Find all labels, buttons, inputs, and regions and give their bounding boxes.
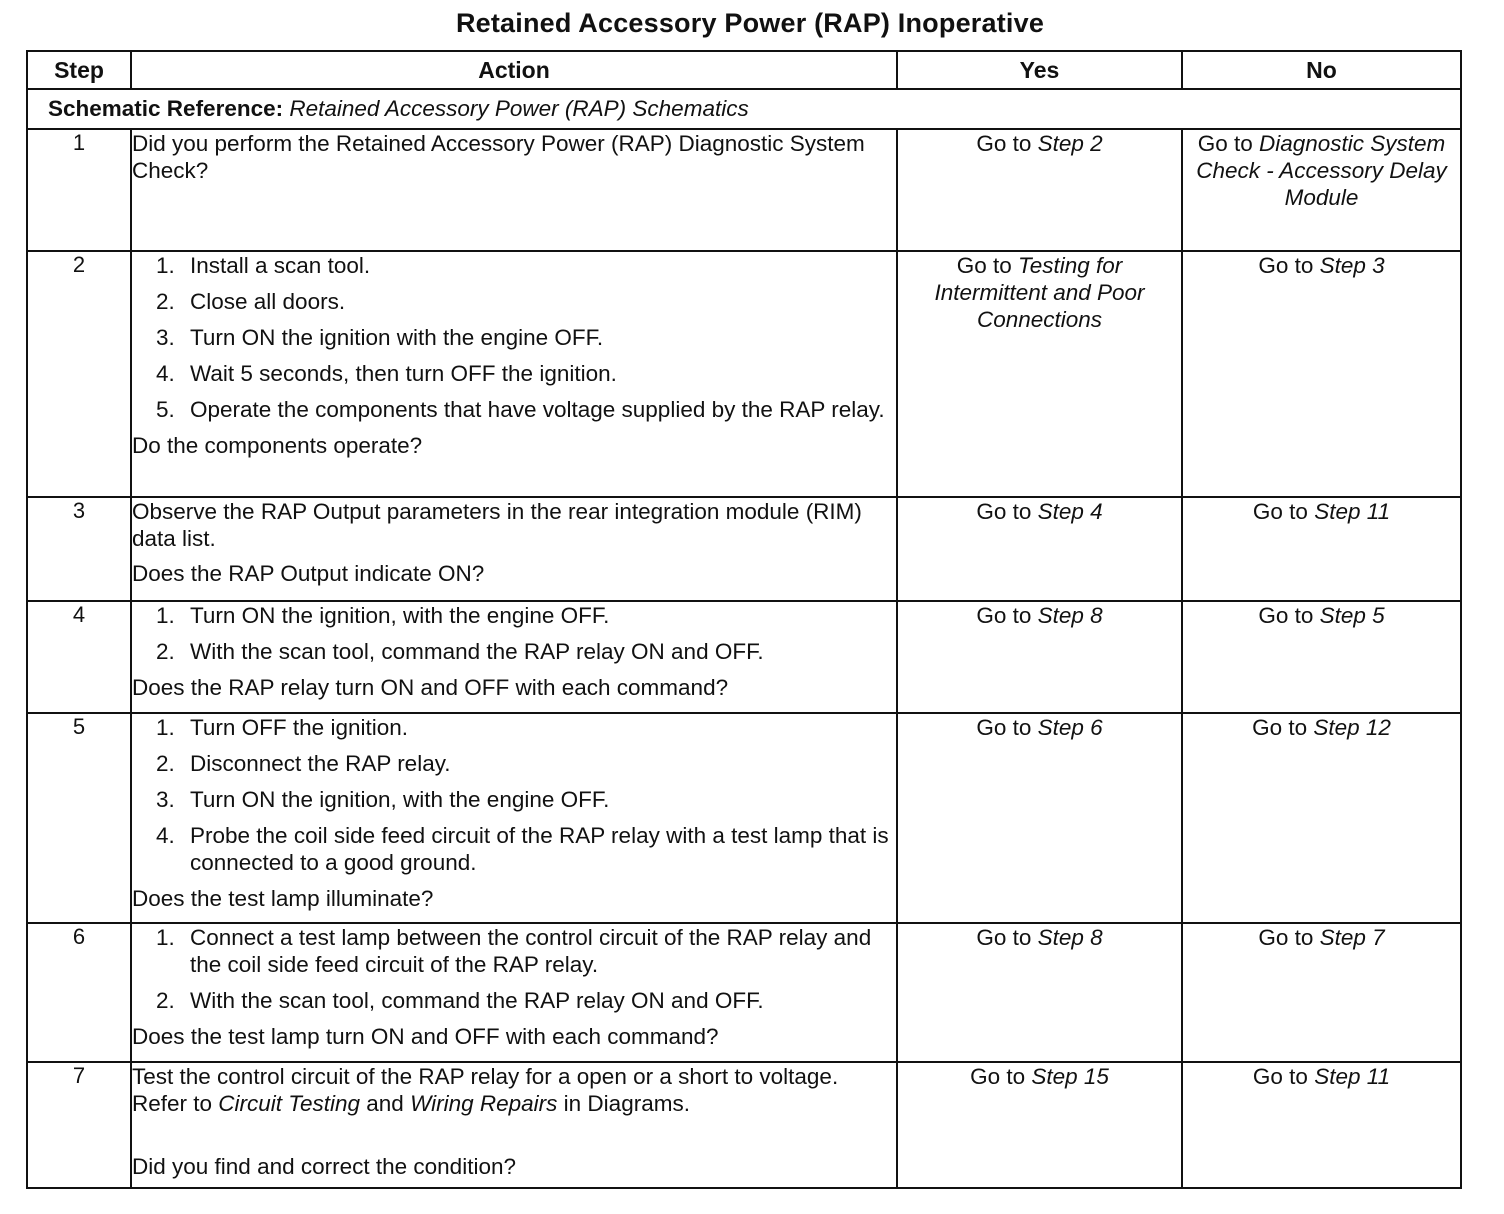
substep-list — [132, 252, 896, 423]
go-to-label: Go to — [1258, 925, 1314, 950]
substep-list — [132, 924, 896, 1014]
yes-cell — [897, 129, 1182, 251]
schematic-reference-link[interactable]: Retained Accessory Power (RAP) Schematics — [289, 96, 749, 121]
go-to-label: Go to — [976, 715, 1032, 740]
action-question: Does the test lamp turn ON and OFF with each command? — [132, 1024, 719, 1049]
action-cell — [131, 251, 897, 497]
table-row — [27, 1062, 1461, 1188]
no-cell — [1182, 713, 1461, 923]
action-question: Does the RAP relay turn ON and OFF with each command? — [132, 675, 729, 700]
step-number: 6 — [27, 923, 131, 1062]
no-cell — [1182, 1062, 1461, 1188]
action-cell — [131, 923, 897, 1062]
table-row — [27, 923, 1461, 1062]
substep-list — [132, 714, 896, 876]
yes-target-link[interactable]: Testing for Intermittent and Poor Connections — [934, 253, 1145, 332]
list-item: 2. With the scan tool, command the RAP relay ON and OFF. — [156, 988, 764, 1013]
list-item: 2. Disconnect the RAP relay. — [156, 751, 451, 776]
yes-cell — [897, 601, 1182, 713]
go-to-label: Go to — [1258, 253, 1314, 278]
step-number: 1 — [27, 129, 131, 251]
list-item: 4. Wait 5 seconds, then turn OFF the ignition. — [156, 361, 617, 386]
step-number: 7 — [27, 1062, 131, 1188]
go-to-label: Go to — [976, 499, 1032, 524]
action-cell — [131, 497, 897, 601]
list-item: 3. Turn ON the ignition with the engine OFF. — [156, 325, 604, 350]
wiring-repairs-link[interactable]: Wiring Repairs — [410, 1091, 558, 1116]
go-to-label: Go to — [1252, 715, 1308, 740]
no-cell — [1182, 601, 1461, 713]
header-no: No — [1182, 51, 1461, 89]
schematic-reference-row — [27, 89, 1461, 129]
action-text: Did you perform the Retained Accessory Power (RAP) Diagnostic System Check? — [132, 131, 865, 183]
no-cell — [1182, 923, 1461, 1062]
action-question: Does the RAP Output indicate ON? — [132, 561, 485, 586]
step-number: 4 — [27, 601, 131, 713]
diagnostic-table — [26, 50, 1462, 1189]
document-title: Retained Accessory Power (RAP) Inoperative — [455, 8, 1045, 38]
go-to-label: Go to — [1197, 131, 1253, 156]
list-item: 3. Turn ON the ignition, with the engine OFF. — [156, 787, 610, 812]
action-cell — [131, 129, 897, 251]
action-cell — [131, 601, 897, 713]
yes-cell — [897, 923, 1182, 1062]
schematic-reference — [27, 89, 1461, 129]
table-row — [27, 601, 1461, 713]
no-target-link[interactable]: Step 3 — [1319, 253, 1385, 278]
yes-target-link[interactable]: Step 15 — [1031, 1064, 1109, 1089]
table-row — [27, 713, 1461, 923]
no-target-link[interactable]: Step 11 — [1314, 1064, 1391, 1089]
circuit-testing-link[interactable]: Circuit Testing — [218, 1091, 361, 1116]
go-to-label: Go to — [1252, 499, 1308, 524]
no-target-link[interactable]: Step 5 — [1319, 603, 1385, 628]
yes-cell — [897, 251, 1182, 497]
step-number: 3 — [27, 497, 131, 601]
yes-target-link[interactable]: Step 6 — [1037, 715, 1103, 740]
header-step: Step — [27, 51, 131, 89]
list-item: 1. Turn OFF the ignition. — [156, 715, 409, 740]
go-to-label: Go to — [970, 1064, 1026, 1089]
no-cell — [1182, 251, 1461, 497]
yes-cell — [897, 497, 1182, 601]
action-question: Does the test lamp illuminate? — [132, 886, 434, 911]
list-item: 1. Install a scan tool. — [156, 253, 371, 278]
action-question: Do the components operate? — [132, 433, 423, 458]
yes-cell — [897, 1062, 1182, 1188]
table-header-row — [27, 51, 1461, 89]
no-target-link[interactable]: Step 11 — [1314, 499, 1391, 524]
list-item: 1. Connect a test lamp between the control circuit of the RAP relay and the coil side feed circuit of the RAP relay. — [156, 925, 872, 977]
go-to-label: Go to — [976, 131, 1032, 156]
no-cell — [1182, 497, 1461, 601]
yes-target-link[interactable]: Step 2 — [1037, 131, 1103, 156]
schematic-reference-label: Schematic Reference: — [48, 96, 284, 121]
yes-target-link[interactable]: Step 4 — [1037, 499, 1103, 524]
action-question: Did you find and correct the condition? — [132, 1154, 516, 1179]
substep-list — [132, 602, 896, 665]
list-item: 5. Operate the components that have voltage supplied by the RAP relay. — [156, 397, 885, 422]
go-to-label: Go to — [976, 603, 1032, 628]
list-item: 2. With the scan tool, command the RAP relay ON and OFF. — [156, 639, 764, 664]
yes-cell — [897, 713, 1182, 923]
no-cell — [1182, 129, 1461, 251]
step-number: 2 — [27, 251, 131, 497]
table-row — [27, 497, 1461, 601]
go-to-label: Go to — [976, 925, 1032, 950]
table-row — [27, 251, 1461, 497]
yes-target-link[interactable]: Step 8 — [1037, 925, 1103, 950]
no-target-link[interactable]: Step 12 — [1313, 715, 1391, 740]
action-cell — [131, 713, 897, 923]
action-text: Observe the RAP Output parameters in the rear integration module (RIM) data list. — [132, 499, 862, 551]
no-target-link[interactable]: Step 7 — [1319, 925, 1385, 950]
table-row — [27, 129, 1461, 251]
action-cell — [131, 1062, 897, 1188]
go-to-label: Go to — [956, 253, 1012, 278]
list-item: 4. Probe the coil side feed circuit of the RAP relay with a test lamp that is connected to a good ground. — [156, 823, 889, 875]
header-yes: Yes — [897, 51, 1182, 89]
go-to-label: Go to — [1258, 603, 1314, 628]
no-target-link[interactable]: Diagnostic System Check - Accessory Delay Module — [1196, 131, 1447, 210]
go-to-label: Go to — [1252, 1064, 1308, 1089]
action-text: Test the control circuit of the RAP relay for a open or a short to voltage. Refer to Circuit Testing and Wiring Repairs in Diagrams. — [132, 1064, 839, 1116]
list-item: 1. Turn ON the ignition, with the engine OFF. — [156, 603, 610, 628]
header-action: Action — [131, 51, 897, 89]
step-number: 5 — [27, 713, 131, 923]
yes-target-link[interactable]: Step 8 — [1037, 603, 1103, 628]
list-item: 2. Close all doors. — [156, 289, 346, 314]
